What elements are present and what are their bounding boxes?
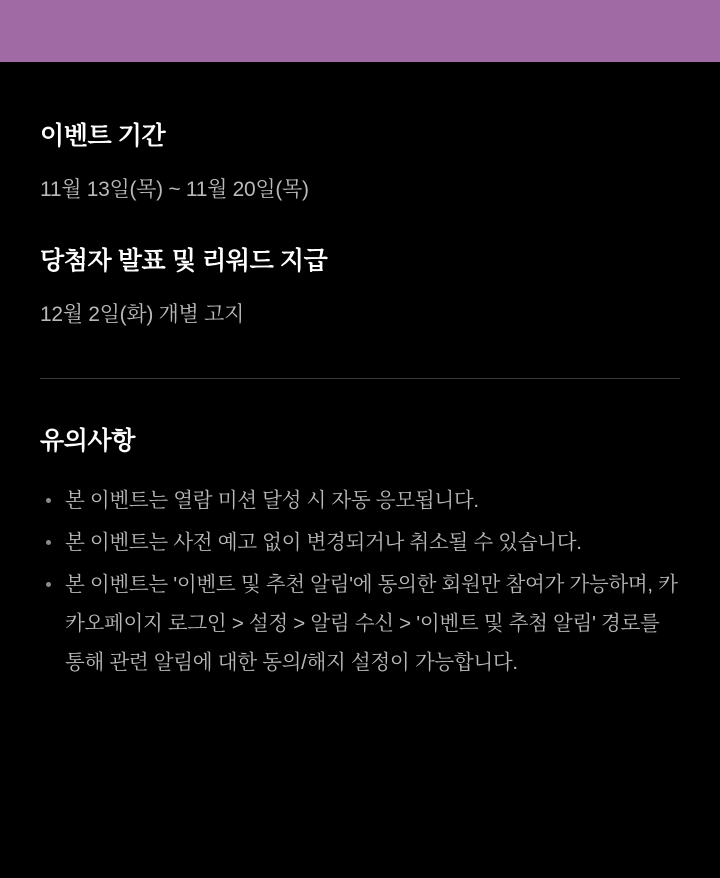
notice-section bbox=[40, 379, 680, 682]
winner-announcement-title: 당첨자 발표 및 리워드 지급 bbox=[40, 247, 328, 275]
notice-list bbox=[40, 457, 680, 682]
list-item: 본 이벤트는 열람 미션 달성 시 자동 응모됩니다. bbox=[40, 481, 680, 520]
winner-announcement-section bbox=[40, 203, 680, 328]
event-period-section bbox=[40, 62, 680, 203]
list-item: 본 이벤트는 사전 예고 없이 변경되거나 취소될 수 있습니다. bbox=[40, 523, 680, 562]
notice-title: 유의사항 bbox=[40, 427, 136, 455]
list-item: 본 이벤트는 '이벤트 및 추천 알림'에 동의한 회원만 참여가 가능하며, 카카오페이지 로그인 > 설정 > 알림 수신 > '이벤트 및 추첨 알림' 경로를 통해 관련 알림에 대한 동의/해지 설정이 가능합니다. bbox=[40, 565, 680, 682]
winner-announcement-text: 12월 2일(화) 개별 고지 bbox=[40, 303, 245, 326]
event-period-text: 11월 13일(목) ~ 11월 20일(목) bbox=[40, 178, 309, 201]
content-area bbox=[0, 62, 720, 682]
event-period-title: 이벤트 기간 bbox=[40, 122, 166, 150]
top-banner bbox=[0, 0, 720, 62]
